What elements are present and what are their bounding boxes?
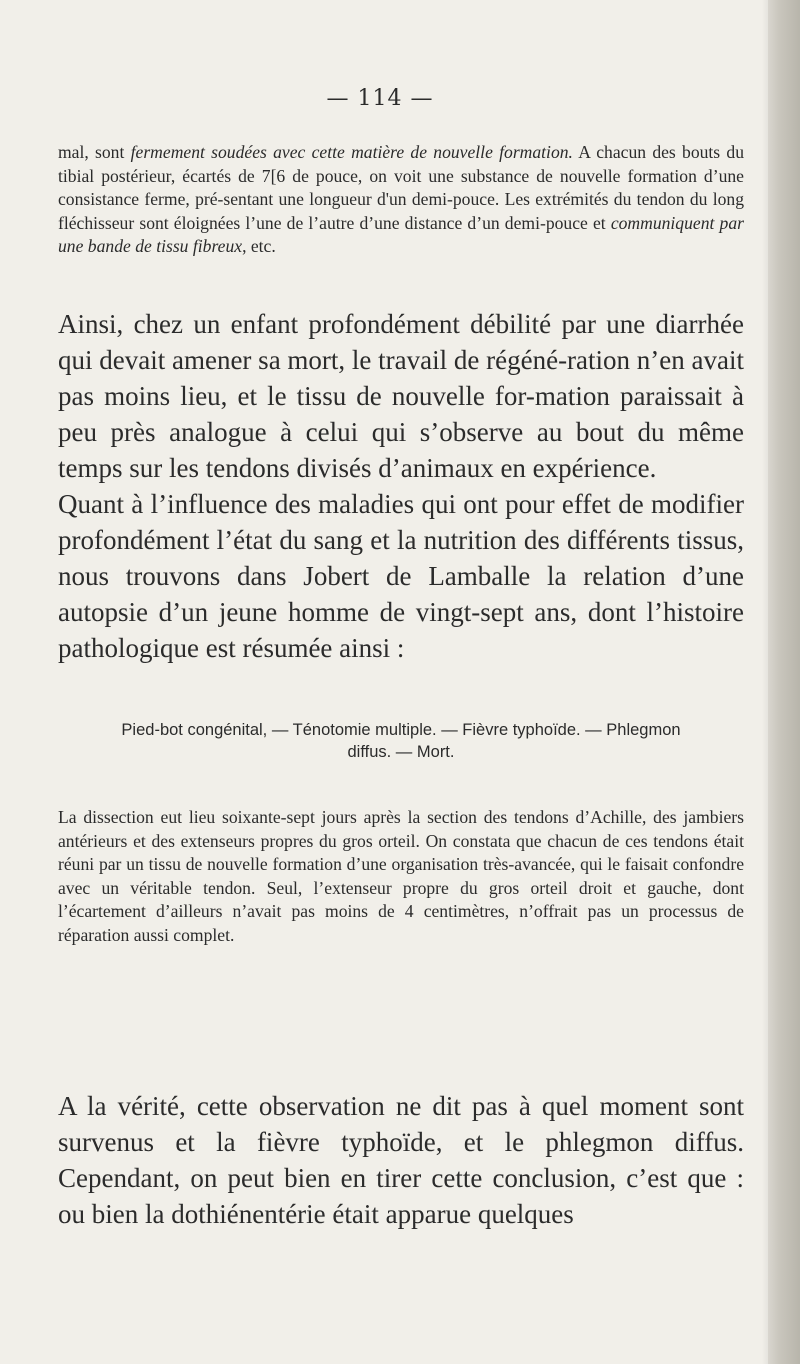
- paragraph-dissection: [58, 806, 744, 948]
- case-title-line-2: diffus. — Mort.: [347, 743, 455, 761]
- case-title-line-1: Pied-bot congénital, — Ténotomie multiple. — Fièvre typhoïde. — Phlegmon: [121, 721, 681, 739]
- text-run: , etc.: [242, 236, 276, 257]
- text-run: A chacun des bouts du tibial postérieur, écartés de 7[6 de pouce, on voit une substance de nouvelle formation d’une consistance ferme, pré-sentant une longueur d'un demi-pouce. Les extrémités du tendon du long fléchisseur sont éloignées l’une de l’autre d’une distance d’un demi-pouce et: [58, 142, 745, 233]
- italic-run: fermement soudées avec cette matière de nouvelle formation.: [130, 142, 573, 162]
- text-run: mal, sont: [58, 142, 131, 162]
- page-number: — 114 —: [326, 86, 434, 111]
- page-edge: [768, 0, 800, 1364]
- paragraph-quant: Quant à l’influence des maladies qui ont pour effet de modifier profondément l’état du sang et la nutrition des différents tissus, nous trouvons dans Jobert de Lamballe la relation d’une autopsie d’un jeune homme de vingt-sept ans, dont l’histoire pathologique est résumée ainsi :: [58, 489, 744, 663]
- paragraph-verite: A la vérité, cette observation ne dit pas à quel moment sont survenus et la fièvre typhoïde, et le phlegmon diffus. Cependant, on peut bien en tirer cette conclusion, c’est que : ou bien la dothiénentérie était apparue quelques: [58, 1091, 744, 1229]
- paragraph-dissection-text: La dissection eut lieu soixante-sept jours après la section des tendons d’Achille, des jambiers antérieurs et des extenseurs propres du gros orteil. On constata que chacun de ces tendons était réuni par un tissu de nouvelle formation d’une organisation très-avancée, qui le faisait confondre avec un véritable tendon. Seul, l’extenseur propre du gros orteil droit et gauche, dont l’écartement d’ailleurs n’avait pas moins de 4 centimètres, n’offrait pas un processus de réparation aussi complet.: [58, 807, 744, 945]
- italic-run: communiquent par une bande de tissu fibreux: [58, 212, 744, 257]
- paragraph-intro-text: [58, 141, 744, 259]
- body-large-block: [58, 306, 744, 666]
- paragraph-intro: [58, 141, 744, 259]
- case-title: [58, 719, 744, 763]
- paragraph-ainsi: Ainsi, chez un enfant profondément débilité par une diarrhée qui devait amener sa mort, le travail de régéné-ration n’en avait pas moins lieu, et le tissu de nouvelle for-mation paraissait à peu près analogue à celui qui s’observe au bout du même temps sur les tendons divisés d’animaux en expérience.: [58, 309, 744, 483]
- paragraph-verite-block: [58, 1088, 744, 1232]
